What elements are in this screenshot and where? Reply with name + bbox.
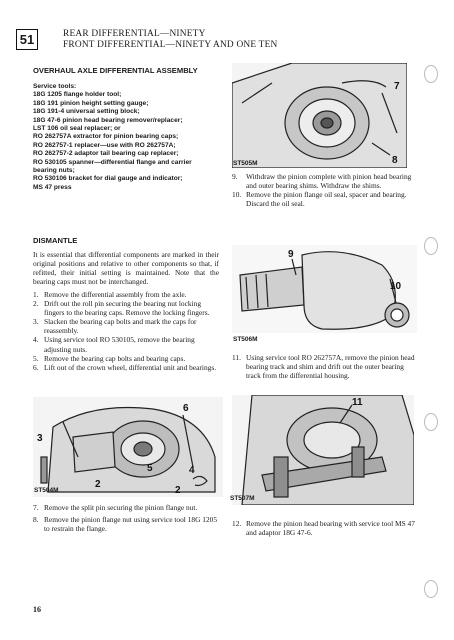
callout-2: 2 (95, 479, 101, 490)
overhaul-title: OVERHAUL AXLE DIFFERENTIAL ASSEMBLY (33, 66, 198, 75)
tool-item: RO 262757A extractor for pinion bearing caps; (33, 133, 179, 141)
tool-item: bearing nuts; (33, 167, 75, 175)
header-line-1: REAR DIFFERENTIAL—NINETY (63, 29, 206, 39)
figure-st505m (232, 63, 407, 168)
figure-label-st504m: ST504M (34, 487, 59, 494)
step-item: 12. Remove the pinion head bearing with service tool MS 47 and adaptor 18G 47-6. (232, 519, 415, 538)
tool-item: MS 47 press (33, 183, 72, 191)
steps-list-left-bottom (33, 503, 219, 533)
tool-item: 18G 191-4 universal setting block; (33, 108, 140, 116)
steps-list-right-a (232, 172, 417, 208)
tool-item: RO 530106 bracket for dial gauge and indicator; (33, 175, 183, 183)
step-item: 3. Slacken the bearing cap bolts and mark the caps for reassembly. (33, 317, 197, 336)
page-number: 16 (33, 605, 41, 614)
step-item: 5. Remove the bearing cap bolts and bearing caps. (33, 353, 186, 363)
service-tools-heading: Service tools: (33, 83, 77, 90)
steps-list-right-b (232, 353, 417, 380)
steps-list-right-c (232, 519, 417, 537)
callout-6: 6 (183, 403, 189, 414)
step-item: 4. Using service tool RO 530105, remove the bearing adjusting nuts. (33, 335, 195, 354)
tool-item: RO 530105 spanner—differential flange and carrier (33, 158, 192, 166)
step-item: 1. Remove the differential assembly from the axle. (33, 290, 187, 299)
step-item: 10. Remove the pinion flange oil seal, spacer and bearing. Discard the oil seal. (232, 190, 407, 209)
tool-item: RO 262757-2 adaptor tail bearing cap replacer; (33, 150, 179, 158)
section-number-box: 51 (16, 29, 38, 50)
callout-8: 8 (392, 155, 398, 166)
callout-3: 3 (37, 433, 43, 444)
binder-hole (424, 237, 438, 255)
dismantle-heading: DISMANTLE (33, 236, 78, 245)
figure-label-st505m: ST505M (233, 160, 258, 167)
step-item: 9. Withdraw the pinion complete with pinion head bearing and outer bearing shims. Withdraw the shims. (232, 172, 412, 191)
step-item: 2. Drift out the roll pin securing the bearing nut locking fingers to the bearing caps. Remove the locking fingers. (33, 299, 210, 318)
callout-11: 11 (352, 397, 363, 408)
figure-st506m (232, 245, 417, 333)
callout-2b: 2 (175, 485, 181, 496)
binder-hole (424, 413, 438, 431)
header-line-2: FRONT DIFFERENTIAL—NINETY AND ONE TEN (63, 40, 278, 50)
steps-list-left (33, 290, 219, 372)
callout-9: 9 (288, 249, 294, 260)
callout-5: 5 (147, 463, 153, 474)
step-item: 7. Remove the split pin securing the pinion flange nut. (33, 503, 198, 512)
tool-item: 18G 1205 flange holder tool; (33, 91, 122, 99)
step-item: 11. Using service tool RO 262757A, remove the pinion head bearing track and shim and drift out the outer bearing track from the differential housing. (232, 353, 415, 381)
binder-hole (424, 65, 438, 83)
tool-item: LST 106 oil seal replacer; or (33, 125, 121, 133)
tool-item: 18G 191 pinion height setting gauge; (33, 99, 149, 107)
binder-hole (424, 580, 438, 598)
tool-item: 18G 47-6 pinion head bearing remover/replacer; (33, 116, 183, 124)
tool-item: RO 262757-1 replacer—use with RO 262757A; (33, 141, 176, 149)
figure-st507m (232, 395, 414, 505)
callout-4: 4 (189, 465, 195, 476)
figure-st504m (33, 397, 223, 497)
figure-label-st506m: ST506M (233, 336, 258, 343)
callout-7: 7 (394, 81, 400, 92)
step-item: 6. Lift out of the crown wheel, differential unit and bearings. (33, 362, 217, 372)
service-tools-list (33, 83, 218, 192)
callout-10: 10 (390, 281, 402, 292)
step-item: 8. Remove the pinion flange nut using service tool 18G 1205 to restrain the flange. (33, 515, 218, 534)
dismantle-intro: It is essential that differential components are marked in their original positions and relative to other components so that, if refitted, their initial setting is maintained. Note that the bearing caps must not be interchanged. (33, 250, 219, 287)
figure-label-st507m: ST507M (230, 495, 255, 502)
